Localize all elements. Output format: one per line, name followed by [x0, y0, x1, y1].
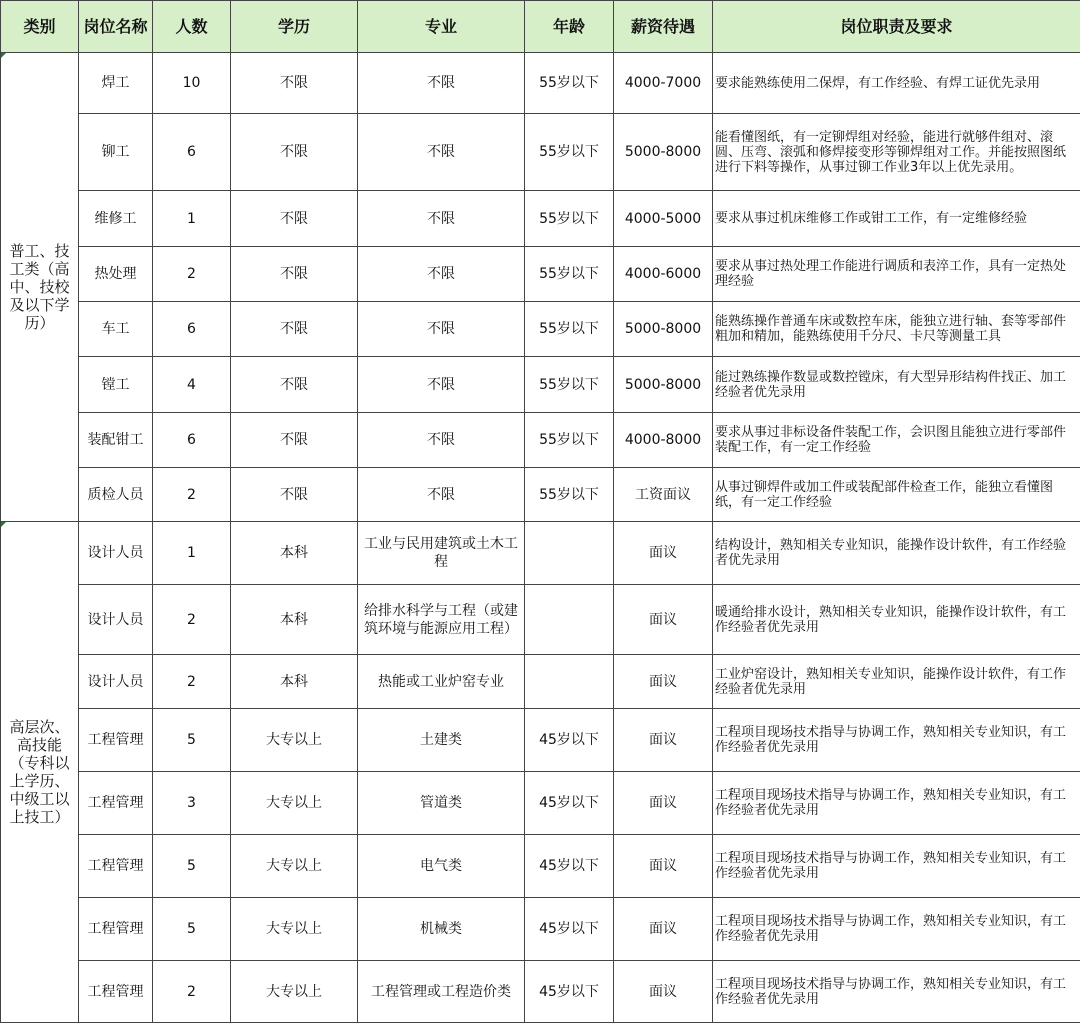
- major-cell: 不限: [358, 468, 525, 522]
- education-cell: 不限: [231, 413, 358, 468]
- major-cell: 不限: [358, 114, 525, 191]
- count-cell: 1: [153, 522, 231, 585]
- duties-cell: 工程项目现场技术指导与协调工作，熟知相关专业知识，有工作经验者优先录用: [713, 961, 1080, 1023]
- count-cell: 2: [153, 468, 231, 522]
- age-cell: 55岁以下: [525, 247, 614, 302]
- duties-cell: 要求从事过机床维修工作或钳工工作，有一定维修经验: [713, 191, 1080, 247]
- duties-cell: 工程项目现场技术指导与协调工作，熟知相关专业知识，有工作经验者优先录用: [713, 835, 1080, 898]
- count-cell: 4: [153, 357, 231, 413]
- position-cell: 热处理: [79, 247, 153, 302]
- age-cell: 55岁以下: [525, 357, 614, 413]
- count-cell: 2: [153, 961, 231, 1023]
- education-cell: 不限: [231, 191, 358, 247]
- position-cell: 装配钳工: [79, 413, 153, 468]
- education-cell: 不限: [231, 114, 358, 191]
- position-cell: 工程管理: [79, 898, 153, 961]
- salary-cell: 4000-8000: [614, 413, 713, 468]
- duties-cell: 工程项目现场技术指导与协调工作，熟知相关专业知识，有工作经验者优先录用: [713, 772, 1080, 835]
- salary-cell: 5000-8000: [614, 357, 713, 413]
- table-row: [1, 961, 1080, 1023]
- position-cell: 设计人员: [79, 585, 153, 655]
- age-cell: [525, 655, 614, 709]
- major-cell: 不限: [358, 413, 525, 468]
- major-cell: 不限: [358, 302, 525, 357]
- table-row: [1, 302, 1080, 357]
- header-salary: 薪资待遇: [614, 1, 713, 53]
- education-cell: 不限: [231, 247, 358, 302]
- duties-cell: 工程项目现场技术指导与协调工作，熟知相关专业知识，有工作经验者优先录用: [713, 898, 1080, 961]
- header-education: 学历: [231, 1, 358, 53]
- header-row: [1, 1, 1080, 53]
- salary-cell: 工资面议: [614, 468, 713, 522]
- header-category: 类别: [1, 1, 79, 53]
- count-cell: 5: [153, 898, 231, 961]
- major-cell: 不限: [358, 53, 525, 114]
- age-cell: 55岁以下: [525, 53, 614, 114]
- age-cell: 55岁以下: [525, 191, 614, 247]
- table-row: [1, 53, 1080, 114]
- position-cell: 焊工: [79, 53, 153, 114]
- major-cell: 给排水科学与工程（或建筑环境与能源应用工程）: [358, 585, 525, 655]
- header-major: 专业: [358, 1, 525, 53]
- education-cell: 大专以上: [231, 709, 358, 772]
- major-cell: 不限: [358, 357, 525, 413]
- header-count: 人数: [153, 1, 231, 53]
- education-cell: 大专以上: [231, 961, 358, 1023]
- salary-cell: 面议: [614, 898, 713, 961]
- position-cell: 工程管理: [79, 961, 153, 1023]
- table-row: [1, 413, 1080, 468]
- duties-cell: 要求能熟练使用二保焊，有工作经验、有焊工证优先录用: [713, 53, 1080, 114]
- count-cell: 6: [153, 302, 231, 357]
- major-cell: 不限: [358, 247, 525, 302]
- table-row: [1, 114, 1080, 191]
- duties-cell: 暖通给排水设计，熟知相关专业知识，能操作设计软件，有工作经验者优先录用: [713, 585, 1080, 655]
- age-cell: 45岁以下: [525, 835, 614, 898]
- major-cell: 管道类: [358, 772, 525, 835]
- age-cell: [525, 585, 614, 655]
- salary-cell: 4000-7000: [614, 53, 713, 114]
- salary-cell: 4000-6000: [614, 247, 713, 302]
- position-cell: 设计人员: [79, 522, 153, 585]
- salary-cell: 面议: [614, 522, 713, 585]
- salary-cell: 5000-8000: [614, 302, 713, 357]
- age-cell: 55岁以下: [525, 114, 614, 191]
- education-cell: 本科: [231, 585, 358, 655]
- education-cell: 本科: [231, 655, 358, 709]
- count-cell: 2: [153, 585, 231, 655]
- major-cell: 电气类: [358, 835, 525, 898]
- duties-cell: 能熟练操作普通车床或数控车床，能独立进行轴、套等零部件粗加和精加，能熟练使用千分尺、卡尺等测量工具: [713, 302, 1080, 357]
- duties-cell: 工程项目现场技术指导与协调工作，熟知相关专业知识，有工作经验者优先录用: [713, 709, 1080, 772]
- salary-cell: 4000-5000: [614, 191, 713, 247]
- major-cell: 工业与民用建筑或土木工程: [358, 522, 525, 585]
- duties-cell: 能过熟练操作数显或数控镗床，有大型异形结构件找正、加工经验者优先录用: [713, 357, 1080, 413]
- major-cell: 土建类: [358, 709, 525, 772]
- table-row: [1, 655, 1080, 709]
- salary-cell: 面议: [614, 709, 713, 772]
- header-position: 岗位名称: [79, 1, 153, 53]
- table-row: [1, 772, 1080, 835]
- position-cell: 工程管理: [79, 835, 153, 898]
- duties-cell: 工业炉窑设计，熟知相关专业知识，能操作设计软件，有工作经验者优先录用: [713, 655, 1080, 709]
- age-cell: 45岁以下: [525, 898, 614, 961]
- count-cell: 3: [153, 772, 231, 835]
- count-cell: 5: [153, 835, 231, 898]
- header-age: 年龄: [525, 1, 614, 53]
- duties-cell: 要求从事过非标设备件装配工作，会识图且能独立进行零部件装配工作，有一定工作经验: [713, 413, 1080, 468]
- major-cell: 工程管理或工程造价类: [358, 961, 525, 1023]
- age-cell: [525, 522, 614, 585]
- age-cell: 45岁以下: [525, 772, 614, 835]
- age-cell: 45岁以下: [525, 961, 614, 1023]
- position-cell: 维修工: [79, 191, 153, 247]
- category-cell: 高层次、高技能（专科以上学历、中级工以上技工）: [1, 522, 79, 1023]
- salary-cell: 面议: [614, 772, 713, 835]
- duties-cell: 能看懂图纸，有一定铆焊组对经验，能进行就够件组对、滚圆、压弯、滚弧和修焊接变形等铆焊组对工作。并能按照图纸进行下料等操作，从事过铆工作业3年以上优先录用。: [713, 114, 1080, 191]
- education-cell: 不限: [231, 357, 358, 413]
- education-cell: 大专以上: [231, 898, 358, 961]
- count-cell: 6: [153, 413, 231, 468]
- education-cell: 大专以上: [231, 772, 358, 835]
- salary-cell: 面议: [614, 835, 713, 898]
- education-cell: 不限: [231, 468, 358, 522]
- age-cell: 45岁以下: [525, 709, 614, 772]
- salary-cell: 面议: [614, 961, 713, 1023]
- position-cell: 设计人员: [79, 655, 153, 709]
- count-cell: 10: [153, 53, 231, 114]
- table-row: [1, 468, 1080, 522]
- age-cell: 55岁以下: [525, 302, 614, 357]
- category-cell: 普工、技工类（高中、技校及以下学历）: [1, 53, 79, 522]
- count-cell: 6: [153, 114, 231, 191]
- table-row: [1, 522, 1080, 585]
- education-cell: 不限: [231, 302, 358, 357]
- position-cell: 铆工: [79, 114, 153, 191]
- salary-cell: 面议: [614, 655, 713, 709]
- table-row: [1, 585, 1080, 655]
- count-cell: 5: [153, 709, 231, 772]
- duties-cell: 要求从事过热处理工作能进行调质和表淬工作，具有一定热处理经验: [713, 247, 1080, 302]
- count-cell: 1: [153, 191, 231, 247]
- education-cell: 不限: [231, 53, 358, 114]
- education-cell: 大专以上: [231, 835, 358, 898]
- education-cell: 本科: [231, 522, 358, 585]
- position-cell: 质检人员: [79, 468, 153, 522]
- table-row: [1, 835, 1080, 898]
- age-cell: 55岁以下: [525, 468, 614, 522]
- table-row: [1, 357, 1080, 413]
- major-cell: 热能或工业炉窑专业: [358, 655, 525, 709]
- duties-cell: 从事过铆焊件或加工件或装配部件检查工作，能独立看懂图纸，有一定工作经验: [713, 468, 1080, 522]
- table-row: [1, 898, 1080, 961]
- position-cell: 工程管理: [79, 772, 153, 835]
- header-duties: 岗位职责及要求: [713, 1, 1080, 53]
- table-row: [1, 191, 1080, 247]
- position-cell: 镗工: [79, 357, 153, 413]
- age-cell: 55岁以下: [525, 413, 614, 468]
- duties-cell: 结构设计，熟知相关专业知识，能操作设计软件，有工作经验者优先录用: [713, 522, 1080, 585]
- salary-cell: 面议: [614, 585, 713, 655]
- major-cell: 机械类: [358, 898, 525, 961]
- position-cell: 车工: [79, 302, 153, 357]
- count-cell: 2: [153, 247, 231, 302]
- table-row: [1, 709, 1080, 772]
- count-cell: 2: [153, 655, 231, 709]
- position-cell: 工程管理: [79, 709, 153, 772]
- salary-cell: 5000-8000: [614, 114, 713, 191]
- major-cell: 不限: [358, 191, 525, 247]
- table-row: [1, 247, 1080, 302]
